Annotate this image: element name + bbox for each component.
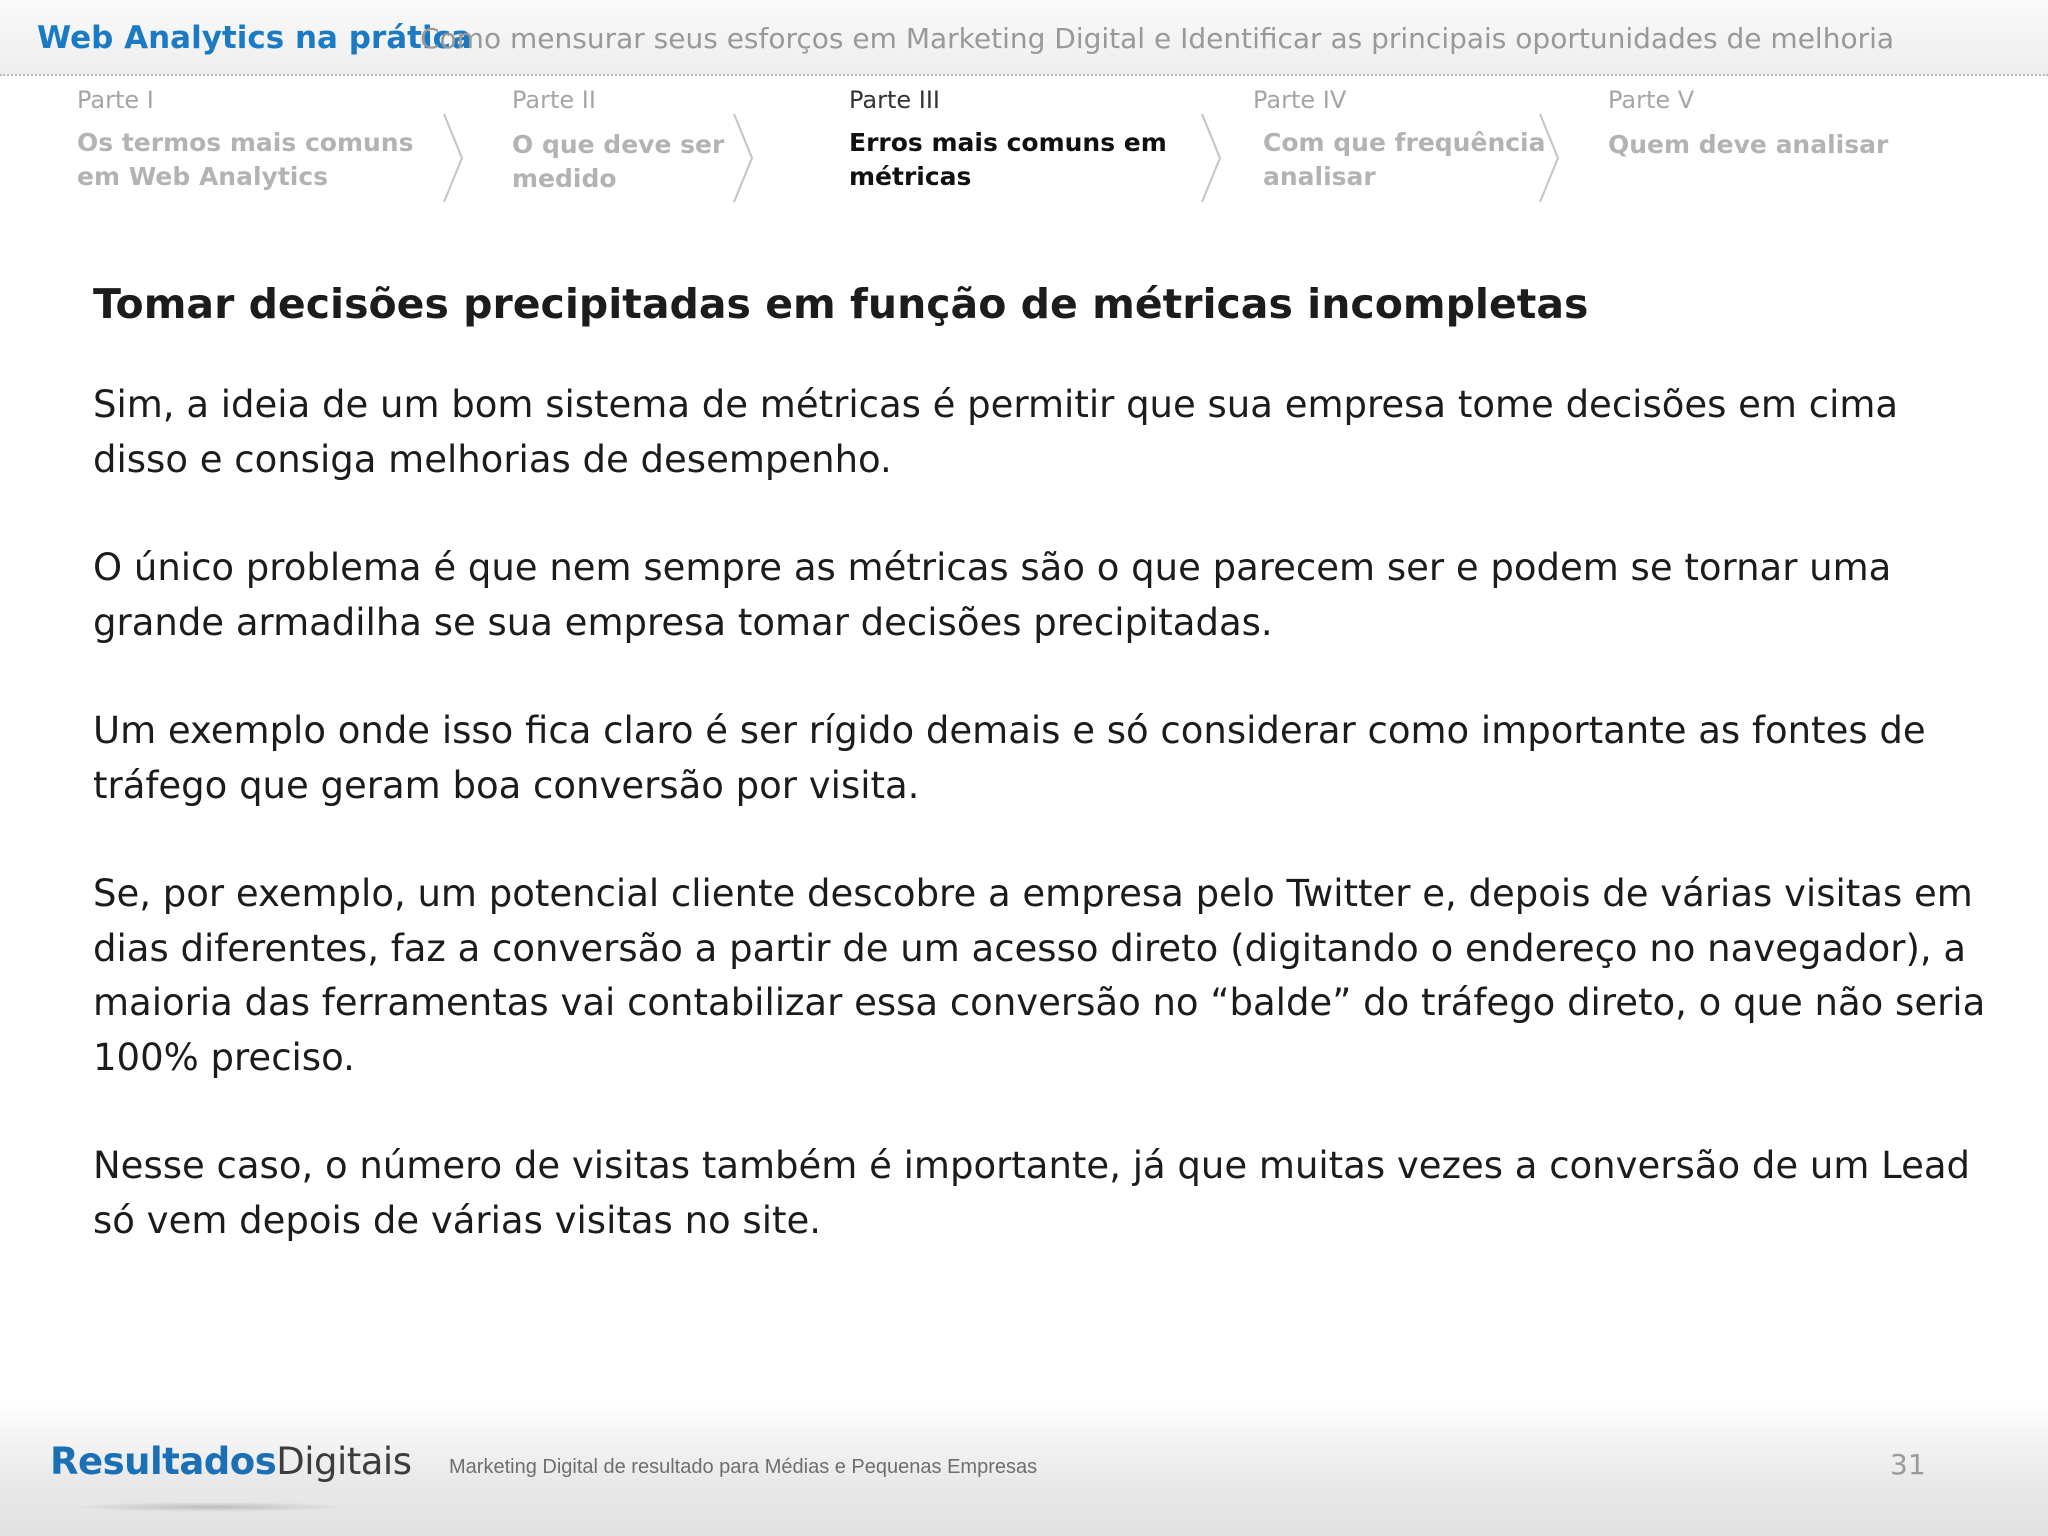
footer-tagline: Marketing Digital de resultado para Médias e Pequenas Empresas (449, 1456, 1038, 1478)
slide-heading: Tomar decisões precipitadas em função de métricas incompletas (93, 280, 1589, 328)
paragraph: O único problema é que nem sempre as métricas são o que parecem ser e podem se tornar uma grande armadilha se sua empresa tomar decisões precipitadas. (93, 546, 1892, 644)
nav-step-title: O que deve ser medido (512, 130, 725, 193)
logo-text-digitais: Digitais (276, 1440, 412, 1483)
nav-step-title: Os termos mais comuns em Web Analytics (77, 128, 414, 191)
nav-step-part-label: Parte V (1608, 86, 1695, 114)
resultados-digitais-logo (50, 1440, 412, 1483)
chevron-right-icon (732, 112, 754, 204)
nav-step-part-label: Parte III (849, 86, 941, 114)
nav-step-part-1[interactable] (77, 86, 447, 194)
logo-shadow (70, 1502, 350, 1512)
paragraph: Nesse caso, o número de visitas também é importante, já que muitas vezes a conversão de um Lead só vem depois de várias visitas no site. (93, 1144, 1971, 1242)
nav-step-part-5[interactable] (1608, 86, 1928, 162)
nav-step-title: Com que frequência analisar (1263, 128, 1546, 191)
header-subtitle: Como mensurar seus esforços em Marketing Digital e Identificar as principais oportunidades de melhoria (420, 22, 1895, 55)
footer-bar (0, 1398, 2048, 1536)
header-bar (0, 0, 2048, 76)
chevron-right-icon (1200, 112, 1222, 204)
nav-step-title: Erros mais comuns em métricas (849, 128, 1167, 191)
header-title: Web Analytics na prática (37, 20, 472, 56)
chevron-right-icon (442, 112, 464, 204)
paragraph: Sim, a ideia de um bom sistema de métricas é permitir que sua empresa tome decisões em cima disso e consiga melhorias de desempenho. (93, 383, 1899, 481)
page-number: 31 (1890, 1448, 1926, 1481)
slide-content (93, 278, 1993, 1302)
logo-text-resultados: Resultados (50, 1440, 277, 1483)
chevron-right-icon (1538, 112, 1560, 204)
nav-step-part-3[interactable] (849, 86, 1179, 194)
nav-step-part-4[interactable] (1253, 86, 1553, 194)
nav-step-part-label: Parte IV (1253, 86, 1347, 114)
nav-step-part-2[interactable] (512, 86, 742, 196)
nav-step-title: Quem deve analisar (1608, 130, 1889, 159)
nav-step-part-label: Parte II (512, 86, 596, 114)
nav-step-part-label: Parte I (77, 86, 154, 114)
paragraph: Se, por exemplo, um potencial cliente descobre a empresa pelo Twitter e, depois de várias visitas em dias diferentes, faz a conversão a partir de um acesso direto (digitando o endereço no navegador), a maioria das ferramentas vai contabilizar essa conversão no “balde” do tráfego direto, o que não seria 100% preciso. (93, 872, 1986, 1079)
paragraph: Um exemplo onde isso fica claro é ser rígido demais e só considerar como importante as fontes de tráfego que geram boa conversão por visita. (93, 709, 1926, 807)
